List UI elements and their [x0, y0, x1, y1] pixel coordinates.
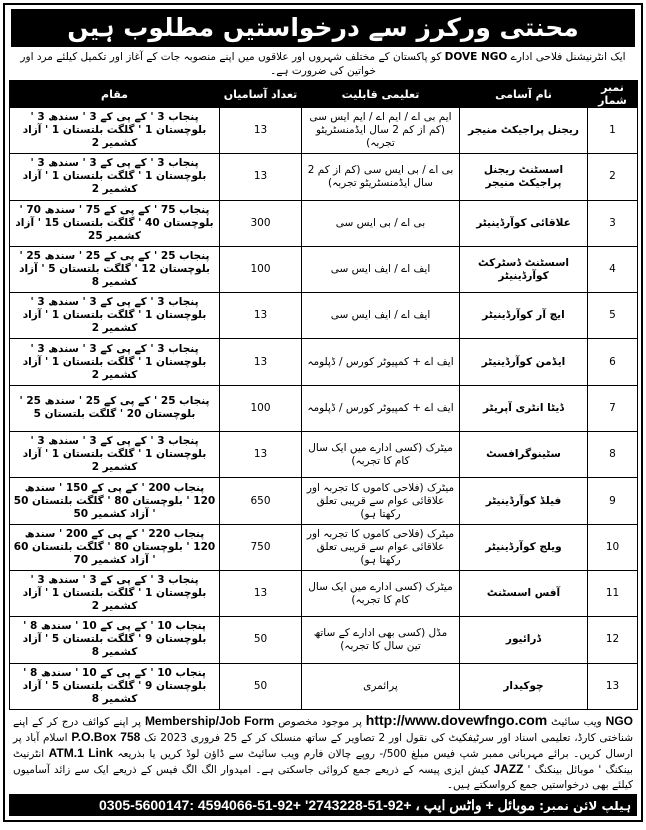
qualification: پرائمری: [302, 663, 460, 709]
serial-number: 1: [588, 108, 638, 154]
organization-name: DOVE NGO: [444, 51, 508, 63]
location-distribution: پنجاب 25 ' کے پی کے 25 ' سندھ 25 ' بلوچستان 12 ' گلگت بلتستان 5 ' آزاد کشمیر 8: [10, 246, 220, 292]
post-name: ڈیٹا انٹری آپریٹر: [460, 385, 588, 431]
header-post: نام آسامی: [460, 81, 588, 108]
instruction-part-6: کیش ایزی پیسہ کے ذریعے جمع کروائی جاسکتی ہے۔ امیدوار الگ الگ فیس کے ذریعے ایک سے زائد آسامیوں کیلئے بھی درخواستیں جمع کرواسکتے ہیں۔: [13, 763, 633, 791]
post-name: علاقائی کوآرڈینیٹر: [460, 200, 588, 246]
table-header-row: [10, 81, 638, 108]
intro-text: [5, 47, 641, 80]
location-distribution: پنجاب 220 ' کے پی کے 200 ' سندھ 120 ' بلوچستان 80 ' گلگت بلتستان 60 ' آزاد کشمیر 70: [10, 524, 220, 570]
post-name: ایڈمن کوآرڈینیٹر: [460, 339, 588, 385]
qualification: ایف اے / ایف ایس سی: [302, 293, 460, 339]
location-distribution: پنجاب 75 ' کے پی کے 75 ' سندھ 70 ' بلوچستان 40 ' گلگت بلتستان 15 ' آزاد کشمیر 25: [10, 200, 220, 246]
membership-form-label: Membership/Job Form: [144, 713, 275, 728]
post-name: ویلج کوآرڈینیٹر: [460, 524, 588, 570]
post-name: اسسٹنٹ ریجنل پراجیکٹ منیجر: [460, 154, 588, 200]
location-distribution: پنجاب 200 ' کے پی کے 150 ' سندھ 120 ' بلوچستان 80 ' گلگت بلتستان 50 ' آزاد کشمیر 50: [10, 478, 220, 524]
qualification: مڈل (کسی بھی ادارے کے ساتھ تین سال کا تجربہ): [302, 617, 460, 663]
vacancy-count: 13: [220, 108, 302, 154]
table-row: [10, 385, 638, 431]
table-row: [10, 524, 638, 570]
qualification: میٹرک (کسی ادارے میں ایک سال کام کا تجربہ): [302, 570, 460, 616]
post-name: آفس اسسٹنٹ: [460, 570, 588, 616]
table-row: [10, 154, 638, 200]
serial-number: 3: [588, 200, 638, 246]
post-name: اسسٹنٹ ڈسٹرکٹ کوآرڈینیٹر: [460, 246, 588, 292]
job-advertisement: [3, 3, 643, 822]
location-distribution: پنجاب 3 ' کے پی کے 3 ' سندھ 3 ' بلوچستان 1 ' گلگت بلتستان 1 ' آزاد کشمیر 2: [10, 154, 220, 200]
vacancy-count: 650: [220, 478, 302, 524]
qualification: ایم بی اے / ایم اے / ایم ایس سی (کم از کم 2 سال ایڈمنسٹریٹو تجربہ): [302, 108, 460, 154]
vacancy-count: 50: [220, 663, 302, 709]
qualification: ایف اے + کمپیوٹر کورس / ڈپلومہ: [302, 385, 460, 431]
table-row: [10, 432, 638, 478]
vacancy-count: 13: [220, 293, 302, 339]
po-box: P.O.Box 758: [71, 729, 141, 744]
qualification: میٹرک (فلاحی کاموں کا تجربہ اور علاقائی عوام سے قریبی تعلق رکھتا ہو): [302, 478, 460, 524]
location-distribution: پنجاب 3 ' کے پی کے 3 ' سندھ 3 ' بلوچستان 1 ' گلگت بلتستان 1 ' آزاد کشمیر 2: [10, 432, 220, 478]
serial-number: 5: [588, 293, 638, 339]
vacancy-count: 50: [220, 617, 302, 663]
header-qualification: تعلیمی قابلیت: [302, 81, 460, 108]
location-distribution: پنجاب 3 ' کے پی کے 3 ' سندھ 3 ' بلوچستان 1 ' گلگت بلتستان 1 ' آزاد کشمیر 2: [10, 570, 220, 616]
table-row: [10, 200, 638, 246]
instruction-part-2: پر موجود مخصوص: [278, 715, 362, 728]
table-row: [10, 108, 638, 154]
helpline-numbers: 0305-5600147: موبائل + واٹس ایپ ، +92-51-2743228' +92-51-4594066: [99, 797, 535, 813]
serial-number: 7: [588, 385, 638, 431]
instruction-part-5: انٹرنیٹ بینکنگ ' موبائل بینکنگ ': [13, 747, 633, 776]
serial-number: 12: [588, 617, 638, 663]
post-name: ڈرائیور: [460, 617, 588, 663]
application-instructions: [5, 710, 641, 793]
helpline-bar: [9, 794, 637, 816]
vacancy-count: 13: [220, 432, 302, 478]
intro-after: کو پاکستان کے مختلف شہروں اور علاقوں میں اپنے منصوبہ جات کے آغاز اور تکمیل کیلئے مرد اور خواتین کی ضرورت ہے۔: [20, 51, 442, 77]
instruction-part-1: ویب سائیٹ: [551, 715, 602, 728]
vacancy-count: 300: [220, 200, 302, 246]
qualification: ایف اے / ایف ایس سی: [302, 246, 460, 292]
location-distribution: پنجاب 3 ' کے پی کے 3 ' سندھ 3 ' بلوچستان 1 ' گلگت بلتستان 1 ' آزاد کشمیر 2: [10, 108, 220, 154]
table-row: [10, 478, 638, 524]
qualification: میٹرک (فلاحی کاموں کا تجربہ اور علاقائی عوام سے قریبی تعلق رکھتا ہو): [302, 524, 460, 570]
header-location: مقام: [10, 81, 220, 108]
vacancy-count: 13: [220, 154, 302, 200]
post-name: فیلڈ کوآرڈینیٹر: [460, 478, 588, 524]
vacancy-count: 13: [220, 570, 302, 616]
qualification: بی اے / بی ایس سی: [302, 200, 460, 246]
qualification: میٹرک (کسی ادارے میں ایک سال کام کا تجربہ): [302, 432, 460, 478]
serial-number: 4: [588, 246, 638, 292]
location-distribution: پنجاب 3 ' کے پی کے 3 ' سندھ 3 ' بلوچستان 1 ' گلگت بلتستان 1 ' آزاد کشمیر 2: [10, 293, 220, 339]
table-row: [10, 293, 638, 339]
website-link[interactable]: http://www.dovewfngo.com: [365, 711, 548, 728]
serial-number: 10: [588, 524, 638, 570]
serial-number: 13: [588, 663, 638, 709]
vacancy-count: 100: [220, 385, 302, 431]
serial-number: 6: [588, 339, 638, 385]
vacancy-count: 750: [220, 524, 302, 570]
serial-number: 8: [588, 432, 638, 478]
vacancy-count: 13: [220, 339, 302, 385]
intro-before: ایک انٹرنیشنل فلاحی ادارے: [510, 51, 626, 63]
vacancy-count: 100: [220, 246, 302, 292]
post-name: سٹینوگرافسٹ: [460, 432, 588, 478]
location-distribution: پنجاب 10 ' کے پی کے 10 ' سندھ 8 ' بلوچستان 9 ' گلگت بلتستان 5 ' آزاد کشمیر 8: [10, 617, 220, 663]
post-name: چوکیدار: [460, 663, 588, 709]
table-row: [10, 617, 638, 663]
location-distribution: پنجاب 3 ' کے پی کے 3 ' سندھ 3 ' بلوچستان 1 ' گلگت بلتستان 1 ' آزاد کشمیر 2: [10, 339, 220, 385]
header-serial: نمبر شمار: [588, 81, 638, 108]
serial-number: 9: [588, 478, 638, 524]
positions-table: [9, 80, 638, 710]
location-distribution: پنجاب 25 ' کے پی کے 25 ' سندھ 25 ' بلوچستان 20 ' گلگت بلتستان 5: [10, 385, 220, 431]
table-row: [10, 570, 638, 616]
jazz-label: JAZZ: [493, 761, 524, 776]
post-name: ریجنل پراجیکٹ منیجر: [460, 108, 588, 154]
instruction-part-4: اسلام آباد پر ارسال کریں۔ برائے مہربانی ممبر شپ فیس مبلغ 500/- روپے چالان فارم ویب سائیٹ سے ڈاؤن لوڈ کریں یا بذریعہ: [13, 731, 633, 760]
table-row: [10, 246, 638, 292]
atm-link-label: ATM.1 Link: [48, 745, 113, 760]
header-count: تعداد آسامیاں: [220, 81, 302, 108]
post-name: ایچ آر کوآرڈینیٹر: [460, 293, 588, 339]
table-row: [10, 339, 638, 385]
location-distribution: پنجاب 10 ' کے پی کے 10 ' سندھ 8 ' بلوچستان 9 ' گلگت بلتستان 5 ' آزاد کشمیر 8: [10, 663, 220, 709]
serial-number: 11: [588, 570, 638, 616]
headline: محنتی ورکرز سے درخواستیں مطلوب ہیں: [11, 9, 635, 47]
ngo-label: NGO: [605, 713, 634, 728]
helpline-label: ہیلپ لائن نمبر:: [539, 799, 631, 813]
serial-number: 2: [588, 154, 638, 200]
instruction-part-3: پر اپنے کوائف درج کر کے اپنے شناختی کارڈ، تعلیمی اسناد اور سرٹیفکیٹ کی نقول اور 2 تصاویر کے ساتھ منسلک کر کے 25 فروری 2023 تک: [13, 715, 633, 744]
qualification: بی اے / بی ایس سی (کم از کم 2 سال ایڈمنسٹریٹو تجربہ): [302, 154, 460, 200]
table-row: [10, 663, 638, 709]
qualification: ایف اے + کمپیوٹر کورس / ڈپلومہ: [302, 339, 460, 385]
